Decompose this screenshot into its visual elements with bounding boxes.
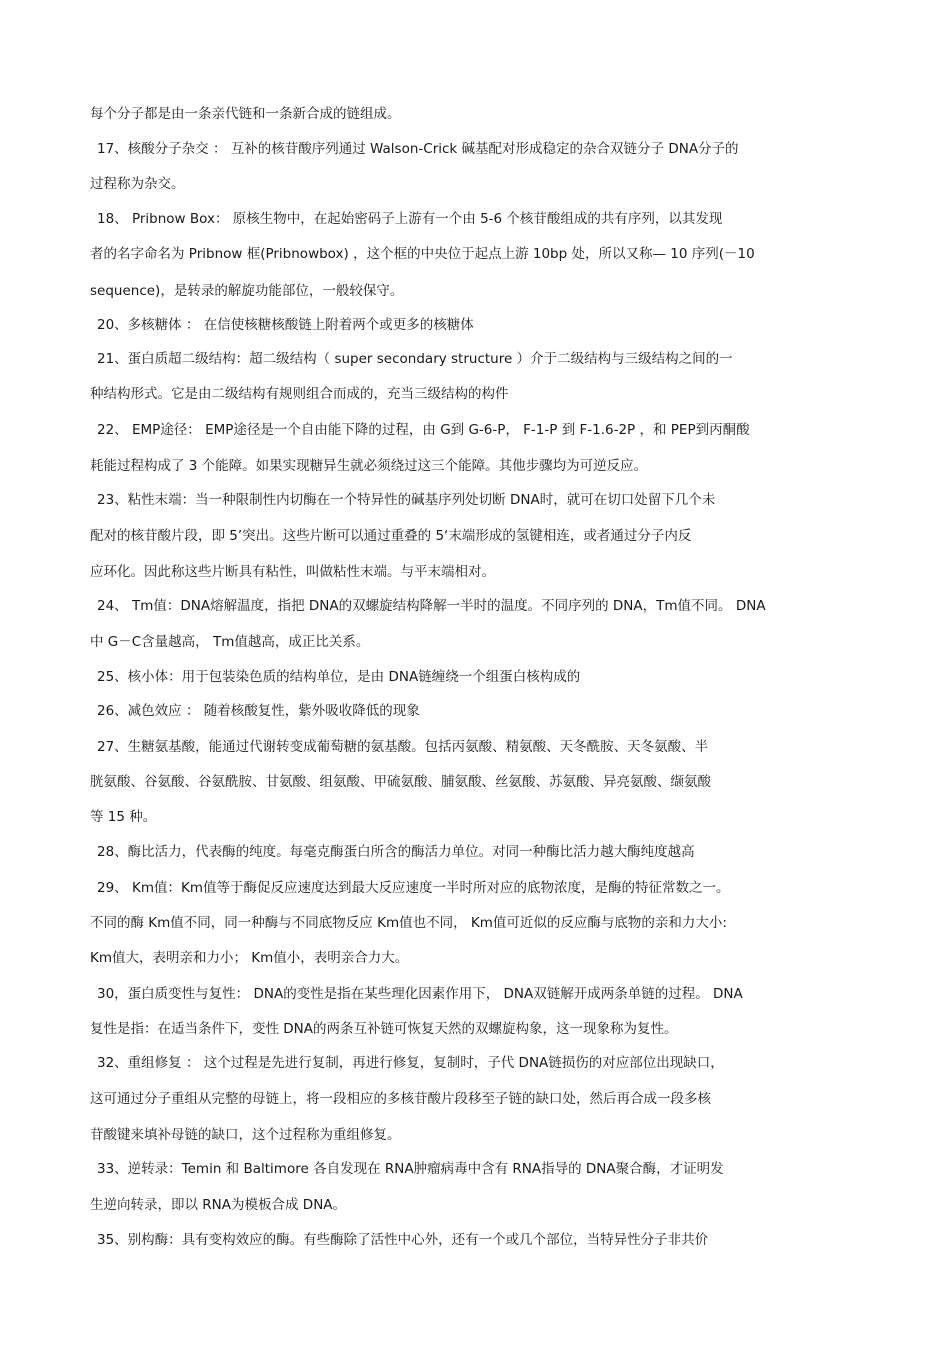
text-line: 30，蛋白质变性与复性： DNA的变性是指在某些理化因素作用下， DNA双链解开成两条单链的过程。 DNA <box>97 986 743 1002</box>
text-line: 21、蛋白质超二级结构：超二级结构（ super secondary structure ）介于二级结构与三级结构之间的一 <box>97 351 733 367</box>
text-line: Km值大，表明亲和力小； Km值小，表明亲合力大。 <box>90 950 409 966</box>
text-line: 32、重组修复 ： 这个过程是先进行复制，再进行修复，复制时，子代 DNA链损伤的对应部位出现缺口， <box>97 1055 724 1071</box>
text-line: 应环化。因此称这些片断具有粘性，叫做粘性末端。与平末端相对。 <box>90 564 495 580</box>
text-line: 25、核小体：用于包装染色质的结构单位，是由 DNA链缠绕一个组蛋白核构成的 <box>97 669 581 685</box>
text-line: 耗能过程构成了 3 个能障。如果实现糖异生就必须绕过这三个能障。其他步骤均为可逆反应。 <box>90 458 648 474</box>
text-line: 18、 Pribnow Box： 原核生物中，在起始密码子上游有一个由 5-6 个核苷酸组成的共有序列，以其发现 <box>97 211 723 227</box>
text-line: sequence)，是转录的解旋功能部位，一般较保守。 <box>90 283 404 299</box>
text-line: 配对的核苷酸片段，即 5’突出。这些片断可以通过重叠的 5‘末端形成的氢键相连，或者通过分子内反 <box>90 528 692 544</box>
text-line: 23、粘性末端：当一种限制性内切酶在一个特异性的碱基序列处切断 DNA时，就可在切口处留下几个未 <box>97 492 716 508</box>
text-line: 17、核酸分子杂交 ： 互补的核苷酸序列通过 Walson-Crick 碱基配对形成稳定的杂合双链分子 DNA分子的 <box>97 141 739 157</box>
text-line: 27、生糖氨基酸，能通过代谢转变成葡萄糖的氨基酸。包括丙氨酸、精氨酸、天冬酰胺、天冬氨酸、半 <box>97 739 709 755</box>
text-line: 28、酶比活力，代表酶的纯度。每毫克酶蛋白所含的酶活力单位。对同一种酶比活力越大酶纯度越高 <box>97 844 695 860</box>
text-line: 者的名字命名为 Pribnow 框(Pribnowbox) ，这个框的中央位于起点上游 10bp 处，所以又称— 10 序列(－10 <box>90 246 755 262</box>
text-line: 种结构形式。它是由二级结构有规则组合而成的，充当三级结构的构件 <box>90 386 509 402</box>
text-line: 26、减色效应 ： 随着核酸复性，紫外吸收降低的现象 <box>97 703 420 719</box>
text-line: 复性是指：在适当条件下，变性 DNA的两条互补链可恢复天然的双螺旋构象，这一现象称为复性。 <box>90 1021 678 1037</box>
text-line: 中 G－C含量越高， Tm值越高，成正比关系。 <box>90 634 370 650</box>
text-line: 35、别构酶：具有变构效应的酶。有些酶除了活性中心外，还有一个或几个部位，当特异性分子非共价 <box>97 1232 709 1248</box>
text-line: 每个分子都是由一条亲代链和一条新合成的链组成。 <box>90 106 401 122</box>
text-line: 不同的酶 Km值不同，同一种酶与不同底物反应 Km值也不同， Km值可近似的反应酶与底物的亲和力大小: <box>90 915 727 931</box>
text-line: 等 15 种。 <box>90 809 157 825</box>
text-line: 过程称为杂交。 <box>90 176 185 192</box>
text-line: 胱氨酸、谷氨酸、谷氨酰胺、甘氨酸、组氨酸、甲硫氨酸、脯氨酸、丝氨酸、苏氨酸、异亮氨酸、缬氨酸 <box>90 774 711 790</box>
text-line: 22、 EMP途径： EMP途径是一个自由能下降的过程，由 G到 G-6-P， F-1-P 到 F-1.6-2P ，和 PEP到丙酮酸 <box>97 422 750 438</box>
text-line: 20、多核糖体 ： 在信使核糖核酸链上附着两个或更多的核糖体 <box>97 317 474 333</box>
text-line: 生逆向转录，即以 RNA为模板合成 DNA。 <box>90 1197 347 1213</box>
text-line: 24、 Tm值：DNA熔解温度，指把 DNA的双螺旋结构降解一半时的温度。不同序列的 DNA，Tm值不同。 DNA <box>97 598 766 614</box>
text-line: 苷酸键来填补母链的缺口，这个过程称为重组修复。 <box>90 1127 401 1143</box>
text-line: 这可通过分子重组从完整的母链上，将一段相应的多核苷酸片段移至子链的缺口处，然后再合成一段多核 <box>90 1091 711 1107</box>
text-line: 33、逆转录：Temin 和 Baltimore 各自发现在 RNA肿瘤病毒中含有 RNA指导的 DNA聚合酶，才证明发 <box>97 1161 724 1177</box>
text-line: 29、 Km值：Km值等于酶促反应速度达到最大反应速度一半时所对应的底物浓度，是酶的特征常数之一。 <box>97 880 730 896</box>
